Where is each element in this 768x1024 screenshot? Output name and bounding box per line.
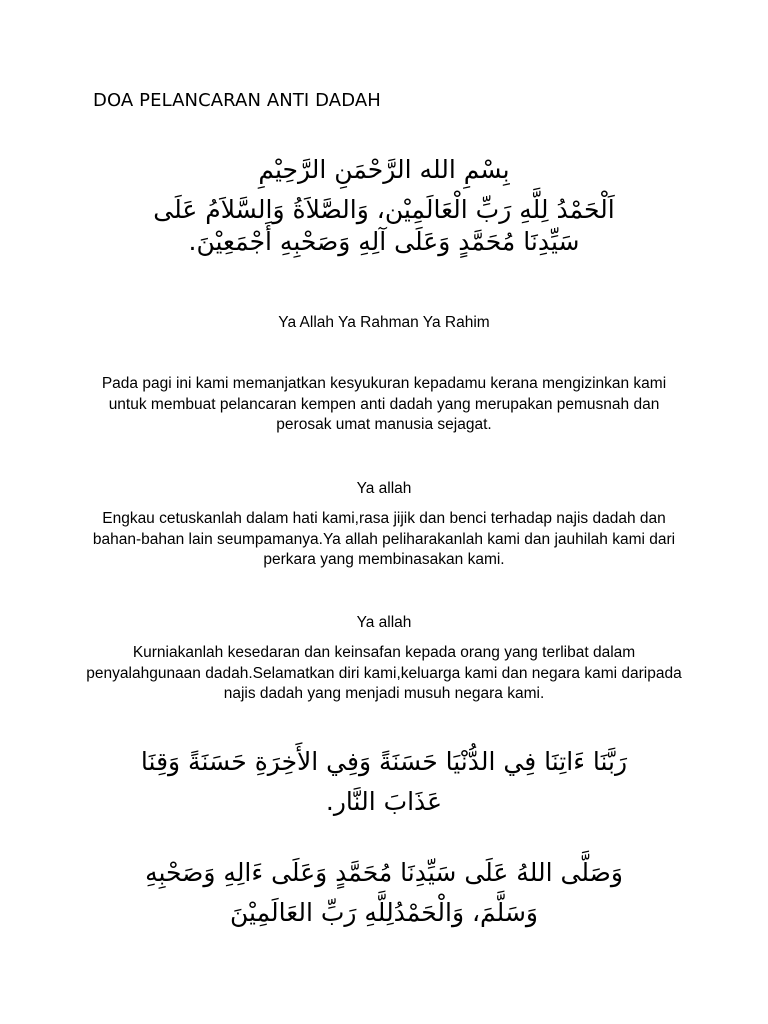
closing-arabic-prayer-1 xyxy=(70,742,698,822)
opening-arabic-line-3: سَيِّدِنَا مُحَمَّدٍ وَعَلَى آلِهِ وَصَحْبِهِ أَجْمَعِيْنَ. xyxy=(188,227,580,256)
section-2-heading: Ya allah xyxy=(356,480,412,497)
closing-arabic-2-line-2: وَسَلَّمَ، وَالْحَمْدُلِلَّهِ رَبِّ العَالَمِيْنَ xyxy=(230,898,538,927)
opening-arabic-prayer xyxy=(70,150,698,262)
closing-arabic-1-line-2: عَذَابَ النَّار. xyxy=(325,787,443,816)
document-title: DOA PELANCARAN ANTI DADAH xyxy=(93,90,381,111)
basmalah-line: بِسْمِ الله الرَّحْمَنِ الرَّحِيْمِ xyxy=(258,155,510,184)
section-2-text: Engkau cetuskanlah dalam hati kami,rasa jijik dan benci terhadap najis dadah dan bahan-bahan lain seumpamanya.Ya allah peliharakanlah kami dan jauhilah kami dari perkara yang membinasakan kami. xyxy=(92,510,676,568)
closing-arabic-prayer-2 xyxy=(70,853,698,933)
closing-arabic-2-line-1: وَصَلَّى اللهُ عَلَى سَيِّدِنَا مُحَمَّدٍ وَعَلَى ءَالِهِ وَصَحْبِهِ xyxy=(145,858,623,887)
paragraph-thanksgiving: Pada pagi ini kami memanjatkan kesyukuran kepadamu kerana mengizinkan kami untuk membuat pelancaran kempen anti dadah yang merupakan pemusnah dan perosak umat manusia sejagat. xyxy=(101,375,667,433)
invocation-line: Ya Allah Ya Rahman Ya Rahim xyxy=(278,314,490,331)
section-3-heading: Ya allah xyxy=(356,614,412,631)
opening-arabic-line-2: اَلْحَمْدُ لِلَّهِ رَبِّ الْعَالَمِيْن، وَالصَّلاَةُ وَالسَّلاَمُ عَلَى xyxy=(153,195,615,224)
section-3-text: Kurniakanlah kesedaran dan keinsafan kepada orang yang terlibat dalam penyalahgunaan dadah.Selamatkan diri kami,keluarga kami dan negara kami daripada najis dadah yang menjadi musuh negara kami. xyxy=(86,644,682,702)
closing-arabic-1-line-1: رَبَّنَا ءَاتِنَا فِي الدُّنْيَا حَسَنَةً وَفِي الأَخِرَةِ حَسَنَةً وَقِنَا xyxy=(140,747,628,776)
